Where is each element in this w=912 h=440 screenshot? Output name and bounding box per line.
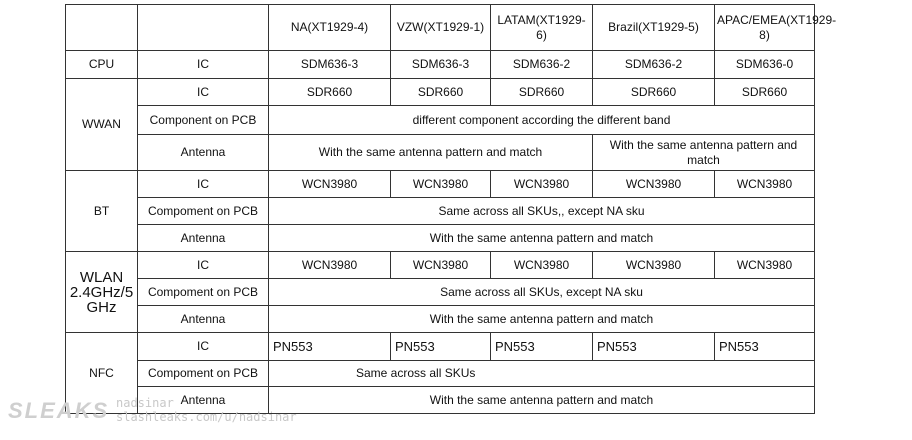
cpu-label: CPU bbox=[66, 51, 138, 79]
col-header-latam: LATAM(XT1929-6) bbox=[491, 5, 593, 51]
col-header-brazil: Brazil(XT1929-5) bbox=[593, 5, 715, 51]
wlan-ic-na: WCN3980 bbox=[269, 252, 391, 279]
wlan-ic-label: IC bbox=[138, 252, 269, 279]
wwan-ic-vzw: SDR660 bbox=[391, 79, 491, 106]
col-header-apac-emea: APAC/EMEA(XT1929-8) bbox=[715, 5, 815, 51]
nfc-pcb-value: Same across all SKUs bbox=[269, 361, 815, 387]
wwan-antenna-row bbox=[66, 135, 815, 171]
nfc-label: NFC bbox=[66, 333, 138, 414]
nfc-pcb-row bbox=[66, 361, 815, 387]
nfc-ic-brazil: PN553 bbox=[593, 333, 715, 361]
nfc-ic-vzw: PN553 bbox=[391, 333, 491, 361]
wwan-antenna-label: Antenna bbox=[138, 135, 269, 171]
wlan-ic-apac-emea: WCN3980 bbox=[715, 252, 815, 279]
wlan-antenna-label: Antenna bbox=[138, 306, 269, 333]
cpu-ic-vzw: SDM636-3 bbox=[391, 51, 491, 79]
wlan-ic-vzw: WCN3980 bbox=[391, 252, 491, 279]
wwan-antenna-value-a: With the same antenna pattern and match bbox=[269, 135, 593, 171]
nfc-ic-label: IC bbox=[138, 333, 269, 361]
bt-ic-row bbox=[66, 171, 815, 198]
bt-ic-vzw: WCN3980 bbox=[391, 171, 491, 198]
bt-pcb-value: Same across all SKUs,, except NA sku bbox=[269, 198, 815, 225]
nfc-antenna-row bbox=[66, 387, 815, 414]
wlan-ic-brazil: WCN3980 bbox=[593, 252, 715, 279]
wlan-pcb-label: Compoment on PCB bbox=[138, 279, 269, 306]
wlan-antenna-row bbox=[66, 306, 815, 333]
watermark-url: slashleaks.com/u/nadsinar bbox=[116, 410, 297, 424]
cpu-ic-brazil: SDM636-2 bbox=[593, 51, 715, 79]
cpu-row bbox=[66, 51, 815, 79]
spec-table bbox=[65, 4, 837, 414]
col-header-vzw: VZW(XT1929-1) bbox=[391, 5, 491, 51]
nfc-ic-apac-emea: PN553 bbox=[715, 333, 815, 361]
cpu-ic-latam: SDM636-2 bbox=[491, 51, 593, 79]
bt-ic-brazil: WCN3980 bbox=[593, 171, 715, 198]
wwan-ic-label: IC bbox=[138, 79, 269, 106]
wwan-ic-na: SDR660 bbox=[269, 79, 391, 106]
cpu-ic-label: IC bbox=[138, 51, 269, 79]
bt-ic-na: WCN3980 bbox=[269, 171, 391, 198]
watermark-user: nadsinar bbox=[116, 396, 174, 410]
bt-antenna-label: Antenna bbox=[138, 225, 269, 252]
nfc-ic-row bbox=[66, 333, 815, 361]
wwan-pcb-label: Component on PCB bbox=[138, 106, 269, 135]
wwan-ic-row bbox=[66, 79, 815, 106]
bt-ic-label: IC bbox=[138, 171, 269, 198]
header-row bbox=[66, 5, 815, 51]
nfc-pcb-label: Compoment on PCB bbox=[138, 361, 269, 387]
nfc-antenna-value: With the same antenna pattern and match bbox=[269, 387, 815, 414]
header-blank-cell bbox=[138, 5, 269, 51]
bt-label: BT bbox=[66, 171, 138, 252]
wlan-ic-latam: WCN3980 bbox=[491, 252, 593, 279]
wlan-label: WLAN 2.4GHz/5 GHz bbox=[66, 252, 138, 333]
wwan-ic-brazil: SDR660 bbox=[593, 79, 715, 106]
header-blank-cell bbox=[66, 5, 138, 51]
bt-pcb-label: Compoment on PCB bbox=[138, 198, 269, 225]
nfc-ic-na: PN553 bbox=[269, 333, 391, 361]
cpu-ic-na: SDM636-3 bbox=[269, 51, 391, 79]
wwan-ic-apac-emea: SDR660 bbox=[715, 79, 815, 106]
bt-ic-latam: WCN3980 bbox=[491, 171, 593, 198]
wlan-antenna-value: With the same antenna pattern and match bbox=[269, 306, 815, 333]
bt-antenna-value: With the same antenna pattern and match bbox=[269, 225, 815, 252]
wwan-ic-latam: SDR660 bbox=[491, 79, 593, 106]
wlan-ic-row bbox=[66, 252, 815, 279]
watermark-logo: SLEAKS bbox=[8, 398, 110, 423]
bt-pcb-row bbox=[66, 198, 815, 225]
col-header-na: NA(XT1929-4) bbox=[269, 5, 391, 51]
wwan-label: WWAN bbox=[66, 79, 138, 171]
cpu-ic-apac-emea: SDM636-0 bbox=[715, 51, 815, 79]
nfc-antenna-label: Antenna bbox=[138, 387, 269, 414]
wwan-antenna-value-b: With the same antenna pattern and match bbox=[593, 135, 815, 171]
wlan-pcb-value: Same across all SKUs, except NA sku bbox=[269, 279, 815, 306]
nfc-ic-latam: PN553 bbox=[491, 333, 593, 361]
bt-ic-apac-emea: WCN3980 bbox=[715, 171, 815, 198]
bt-antenna-row bbox=[66, 225, 815, 252]
wwan-pcb-value: different component according the different band bbox=[269, 106, 815, 135]
wlan-pcb-row bbox=[66, 279, 815, 306]
wwan-pcb-row bbox=[66, 106, 815, 135]
